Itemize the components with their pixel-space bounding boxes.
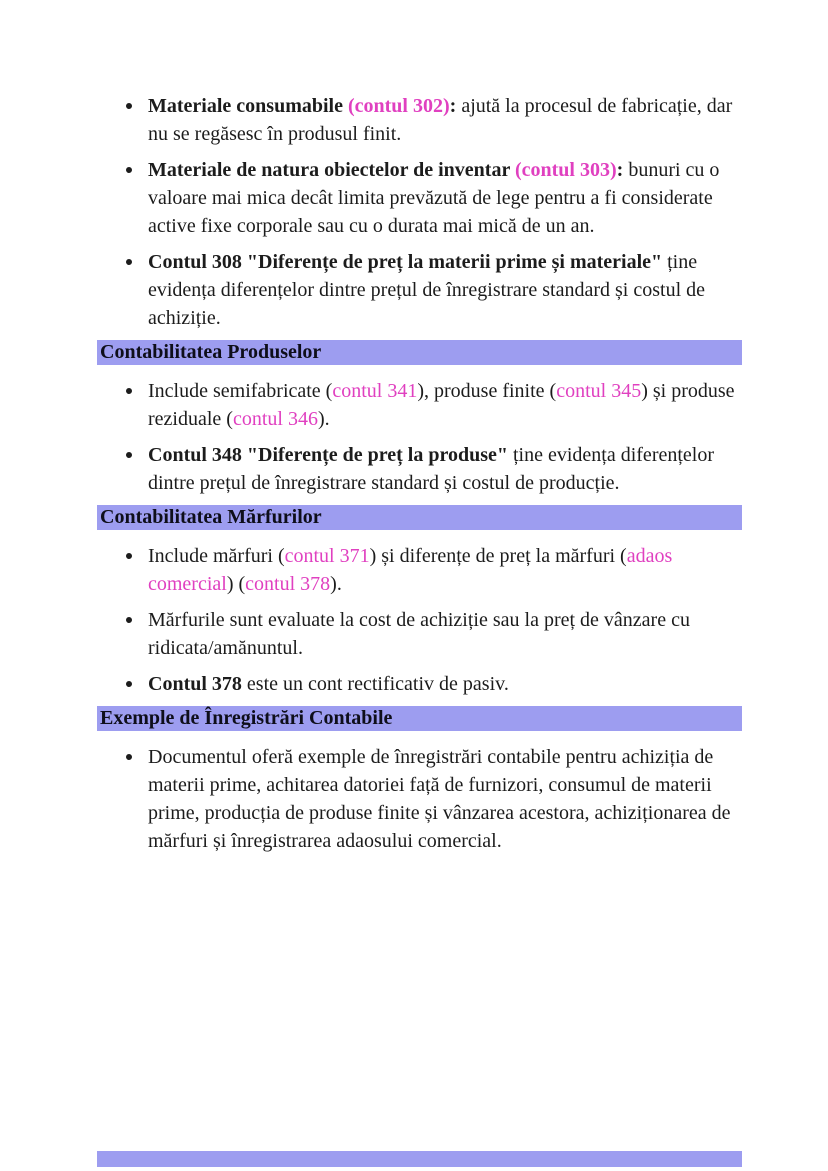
- list-item: [97, 92, 742, 148]
- list-item-text: [148, 743, 742, 855]
- list-item-text: [148, 248, 742, 332]
- bullet-list: [97, 542, 742, 698]
- text-run: ) și diferențe de preț la mărfuri (: [369, 545, 627, 567]
- list-item-text: [148, 670, 742, 698]
- bullet-icon: [126, 617, 132, 623]
- list-item-text: [148, 377, 742, 433]
- list-item: [97, 542, 742, 598]
- list-item-text: [148, 606, 742, 662]
- list-item: [97, 606, 742, 662]
- section-header: Contabilitatea Mărfurilor: [97, 505, 742, 530]
- text-run: Include mărfuri (: [148, 545, 285, 567]
- text-run: Mărfurile sunt evaluate la cost de achiziție sau la preț de vânzare cu ridicata/amănuntul.: [148, 609, 690, 659]
- bullet-icon: [126, 681, 132, 687]
- bullet-list: [97, 743, 742, 855]
- text-run: Materiale consumabile: [148, 95, 348, 117]
- account-reference: contul 345: [556, 380, 642, 402]
- account-reference: adaos comercial: [148, 545, 673, 595]
- list-item: [97, 670, 742, 698]
- text-run: Documentul oferă exemple de înregistrări contabile pentru achiziția de materii prime, achitarea datoriei față de furnizori, consumul de materii prime, producția de produse finite și vânzarea acestora, achiziționarea de mărfuri și înregistrarea adaosului comercial.: [148, 746, 731, 852]
- account-reference: contul 346: [232, 408, 318, 430]
- text-run: :: [616, 159, 624, 181]
- text-run: este un cont rectificativ de pasiv.: [241, 673, 509, 695]
- text-run: :: [449, 95, 457, 117]
- list-item: [97, 248, 742, 332]
- list-item-text: [148, 92, 742, 148]
- text-run: ).: [330, 573, 342, 595]
- text-run: ține evidența diferențelor dintre prețul de înregistrare standard și costul de producție.: [148, 444, 714, 494]
- text-run: ține evidența diferențelor dintre prețul de înregistrare standard și costul de achiziție.: [148, 251, 706, 329]
- text-run: Materiale de natura obiectelor de inventar: [148, 159, 515, 181]
- text-run: Contul 308 "Diferențe de preț la materii prime și materiale": [148, 251, 663, 273]
- bullet-icon: [126, 452, 132, 458]
- list-item-text: [148, 156, 742, 240]
- text-run: bunuri cu o valoare mai mica decât limita prevăzută de lege pentru a fi considerate active fixe corporale sau cu o durata mai mică de un an.: [148, 159, 720, 237]
- list-item: [97, 743, 742, 855]
- account-reference: contul 378: [245, 573, 331, 595]
- bullet-icon: [126, 259, 132, 265]
- text-run: Contul 378: [148, 673, 242, 695]
- account-reference: contul 341: [332, 380, 418, 402]
- list-item-text: [148, 542, 742, 598]
- account-reference: (contul 302): [347, 95, 450, 117]
- bullet-list: [97, 377, 742, 497]
- list-item: [97, 156, 742, 240]
- account-reference: contul 371: [284, 545, 370, 567]
- text-run: Contul 348 "Diferențe de preț la produse": [148, 444, 508, 466]
- list-item: [97, 377, 742, 433]
- account-reference: (contul 303): [514, 159, 617, 181]
- bullet-icon: [126, 754, 132, 760]
- bullet-icon: [126, 553, 132, 559]
- section-header: Contabilitatea Produselor: [97, 340, 742, 365]
- text-run: Include semifabricate (: [148, 380, 333, 402]
- bullet-icon: [126, 167, 132, 173]
- bullet-icon: [126, 388, 132, 394]
- list-item-text: [148, 441, 742, 497]
- bullet-icon: [126, 103, 132, 109]
- text-run: ajută la procesul de fabricație, dar nu se regăsesc în produsul finit.: [148, 95, 733, 145]
- text-run: ).: [317, 408, 330, 430]
- text-run: ) și produse reziduale (: [148, 380, 735, 430]
- bullet-list: [97, 92, 742, 332]
- text-run: ) (: [226, 573, 246, 595]
- text-run: ), produse finite (: [417, 380, 557, 402]
- section-header: Exemple de Înregistrări Contabile: [97, 706, 742, 731]
- cutoff-section-header-bar: [97, 1151, 742, 1167]
- list-item: [97, 441, 742, 497]
